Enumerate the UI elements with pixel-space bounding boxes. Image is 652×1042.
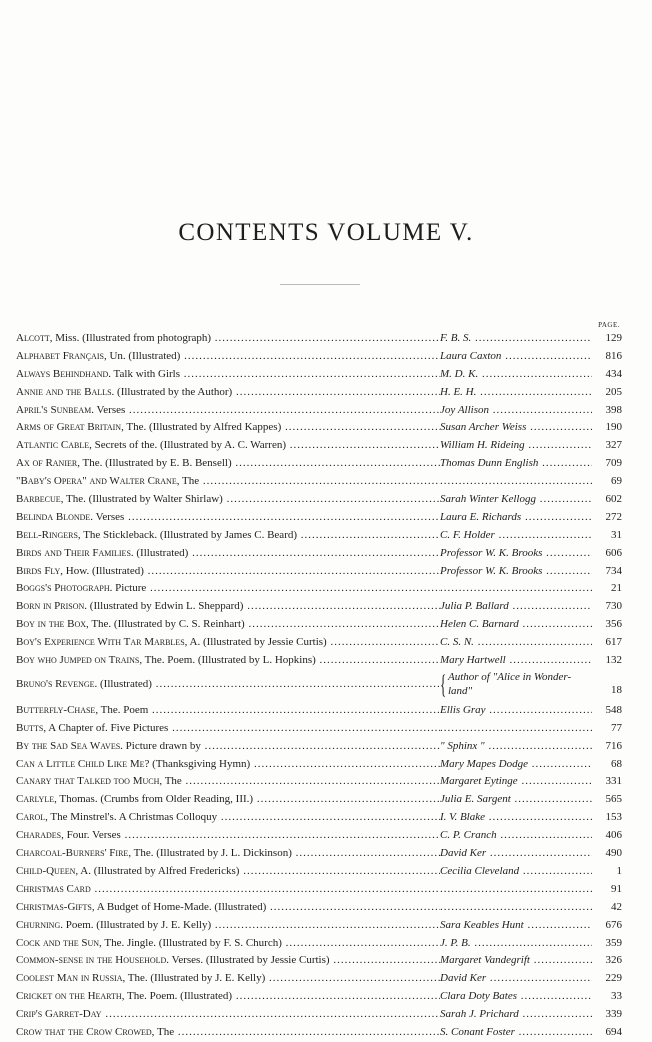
entry-description: , Miss. (Illustrated from photograph) [49,332,212,344]
toc-entry [16,402,622,420]
entry-description: (Illustrated by Edwin L. Sheppard) [87,600,244,613]
toc-entry [16,773,622,791]
entry-name: April's Sunbeam. [16,403,94,416]
entry-page: 31 [592,527,622,545]
entry-author: Susan Archer Weiss ..... [440,419,592,437]
entry-page: 617 [592,634,622,652]
entry-name: Bruno's Revenge. [16,677,98,690]
entry-name: Carlyle [16,793,55,806]
toc-entry [16,988,622,1006]
entry-name: Arms of Great Britain [16,421,122,434]
entry-description: , A. (Illustrated by Jessie Curtis) [184,636,327,649]
entry-title [16,527,440,545]
entry-title [16,491,440,509]
page-column-header: PAGE. [598,321,620,329]
entry-author: Author of "Alice in Wonder-land" [448,670,572,697]
entry-author: Cecilia Cleveland ..... [440,863,592,881]
toc-entry [16,545,622,563]
entry-author: M. D. K. ..... [440,366,592,384]
entry-author: Laura Caxton ..... [440,348,592,366]
toc-entry [16,845,622,863]
toc-entry [16,917,622,935]
entry-name: Annie and the Balls. [16,385,115,398]
toc-entry [16,634,622,652]
entry-name: Butterfly-Chase [16,703,96,716]
entry-name: Boy's Experience With Tar Marbles [16,636,185,649]
entry-title [16,756,440,774]
toc-entry [16,720,622,738]
entry-title [16,935,440,953]
entry-title [16,473,440,491]
entry-name: Birds and Their Families. [16,546,134,559]
entry-author: Mary Hartwell ..... [440,652,592,670]
entry-page: 730 [592,598,622,616]
toc-entry [16,473,622,491]
entry-name: Bell-Ringers [16,528,78,541]
entry-author: David Ker ..... [440,845,592,863]
entry-title [16,970,440,988]
entry-title [16,634,440,652]
entry-page: 18 [592,682,622,700]
entry-page: 359 [592,935,622,953]
toc-entry [16,616,622,634]
entry-description: , The Stickleback. (Illustrated by James C. Beard) [77,528,298,541]
entry-description: (Illustrated by the Author) [114,385,233,398]
entry-name: Child-Queen [16,864,76,877]
entry-page: 356 [592,616,622,634]
entry-name: Barbecue [16,493,61,506]
entry-description: , Secrets of the. (Illustrated by A. C. Warren) [89,439,286,452]
entry-page: 190 [592,419,622,437]
toc-entry [16,970,622,988]
entry-description: , The [151,1025,175,1038]
entry-description: , The. Jingle. (Illustrated by F. S. Church) [99,936,282,949]
entry-page: 77 [592,720,622,738]
toc-entry [16,563,622,581]
entry-author: Sara Keables Hunt ..... [440,917,592,935]
entry-page: 548 [592,702,622,720]
toc-entry [16,330,622,348]
entry-page: 1 [592,863,622,881]
entry-title [16,952,440,970]
entry-page: 716 [592,738,622,756]
entry-name: Charades [16,829,62,842]
toc-entry [16,899,622,917]
entry-description: , Thomas. (Crumbs from Older Reading, III.) [54,793,254,806]
toc-entry [16,827,622,845]
entry-name: Born in Prison. [16,600,88,613]
entry-page: 816 [592,348,622,366]
entry-author: Thomas Dunn English ..... [440,455,592,473]
entry-name: Christmas-Gifts [16,900,92,913]
entry-page: 676 [592,917,622,935]
entry-author: David Ker ..... [440,970,592,988]
toc-entry [16,702,622,720]
entry-name: Charcoal-Burners' Fire [16,847,129,860]
entry-description: Picture [112,582,147,595]
entry-author: Clara Doty Bates ..... [440,988,592,1006]
entry-author: Margaret Eytinge ..... [440,773,592,791]
entry-author: Professor W. K. Brooks ..... [440,545,592,563]
entry-title [16,773,440,791]
entry-description: Verses. (Illustrated by Jessie Curtis) [169,954,330,967]
entry-author: I. V. Blake ..... [440,809,592,827]
entry-title [16,1006,440,1024]
entry-page: 229 [592,970,622,988]
entry-name: Belinda Blonde. [16,510,94,523]
entry-description: , The. (Illustrated by C. S. Reinhart) [86,618,245,631]
entry-name: Crow that the Crow Crowed [16,1025,152,1038]
entry-title [16,988,440,1006]
entry-name: Cricket on the Hearth [16,990,122,1003]
entry-author: C. F. Holder ..... [440,527,592,545]
toc-entry [16,348,622,366]
entry-description: , A Chapter of. Five Pictures [43,721,169,734]
toc-entry [16,437,622,455]
toc-entry [16,491,622,509]
entry-page: 68 [592,756,622,774]
entry-description: , The. (Illustrated by E. B. Bensell) [77,457,232,470]
entry-author: Julia E. Sargent ..... [440,791,592,809]
entry-author: Helen C. Barnard ..... [440,616,592,634]
entry-title [16,330,440,348]
entry-name: By the Sad Sea Waves. [16,739,123,752]
toc-entry [16,527,622,545]
entry-name: Coolest Man in Russia [16,972,123,985]
entry-page: 602 [592,491,622,509]
entry-description: , The. (Illustrated by J. E. Kelly) [122,972,266,985]
entry-page: 694 [592,1024,622,1042]
brace-mark: { [440,669,447,699]
entry-name: Birds Fly [16,564,61,577]
entry-page: 91 [592,881,622,899]
entry-title [16,563,440,581]
toc-entry [16,419,622,437]
entry-title [16,702,440,720]
entry-author: Joy Allison ..... [440,402,592,420]
entry-description: , The. (Illustrated by Walter Shirlaw) [60,493,223,506]
entry-name: Cock and the Sun [16,936,100,949]
entry-name: Atlantic Cable [16,439,90,452]
entry-description: , The. Poem. (Illustrated) [121,990,233,1003]
entry-description: , A. (Illustrated by Alfred Fredericks) [75,864,240,877]
entry-author: Sarah Winter Kellogg ..... [440,491,592,509]
entry-description: (Illustrated) [133,546,189,559]
entry-page: 339 [592,1006,622,1024]
entry-title [16,881,440,899]
toc-entry [16,791,622,809]
entry-title [16,366,440,384]
entry-description: (Illustrated) [97,677,152,690]
entry-page: 129 [592,330,622,348]
contents-list [16,330,622,1042]
entry-title [16,437,440,455]
entry-name: Canary that Talked too Much [16,775,160,788]
entry-title [16,863,440,881]
entry-author: Julia P. Ballard ..... [440,598,592,616]
entry-description: , A Budget of Home-Made. (Illustrated) [91,900,267,913]
entry-author [440,881,592,899]
entry-name: Boggs's Photograph. [16,582,113,595]
entry-author: Margaret Vandegrift ..... [440,952,592,970]
entry-description: , The. Poem [95,703,149,716]
entry-name: "Baby's Opera" and Walter Crane [16,475,177,488]
entry-author [440,473,592,491]
entry-name: Can a Little Child Like Me? [16,757,150,770]
entry-page: 398 [592,402,622,420]
entry-description: Talk with Girls [111,367,180,380]
entry-title [16,598,440,616]
entry-author: F. B. S. ..... [440,330,592,348]
toc-entry [16,1006,622,1024]
entry-name: Christmas Card [16,882,91,895]
entry-name: Churning. [16,918,63,931]
entry-page: 272 [592,509,622,527]
entry-name: Boy in the Box [16,618,87,631]
toc-entry [16,738,622,756]
entry-page: 21 [592,580,622,598]
entry-name: Boy who Jumped on Trains [16,654,140,667]
entry-page: 565 [592,791,622,809]
entry-title [16,652,440,670]
entry-description: , Un. (Illustrated) [103,349,181,362]
entry-page: 406 [592,827,622,845]
toc-entry [16,809,622,827]
entry-title [16,827,440,845]
entry-page: 205 [592,384,622,402]
toc-entry [16,580,622,598]
toc-entry [16,935,622,953]
entry-page: 606 [592,545,622,563]
entry-description: , The. Poem. (Illustrated by L. Hopkins) [139,654,316,667]
entry-name: Crip's Garret-Day [16,1008,102,1021]
toc-entry [16,1024,622,1042]
entry-author [440,720,592,738]
entry-author: Laura E. Richards ..... [440,509,592,527]
entry-title [16,845,440,863]
entry-title [16,1024,440,1042]
toc-entry [16,598,622,616]
entry-name: Alcott [16,332,50,344]
entry-description: Verses [93,510,125,523]
entry-page: 331 [592,773,622,791]
entry-description: , The [176,475,200,488]
entry-author: Professor W. K. Brooks ..... [440,563,592,581]
entry-page: 326 [592,952,622,970]
entry-title [16,791,440,809]
entry-title [16,580,440,598]
entry-title [16,509,440,527]
entry-title [16,917,440,935]
entry-author [440,580,592,598]
toc-entry [16,952,622,970]
entry-description: (Thanksgiving Hymn) [149,757,251,770]
toc-entry [16,756,622,774]
entry-name: Ax of Ranier [16,457,78,470]
entry-author: Ellis Gray ..... [440,702,592,720]
entry-title [16,809,440,827]
entry-page: 734 [592,563,622,581]
entry-description: , The Minstrel's. A Christmas Colloquy [45,811,218,824]
entry-name: Always Behindhand. [16,367,111,380]
entry-description: Picture drawn by [122,739,201,752]
entry-page: 153 [592,809,622,827]
entry-name: Carol [16,811,46,824]
toc-entry [16,652,622,670]
entry-title [16,419,440,437]
entry-title [16,384,440,402]
entry-description: , The. (Illustrated by Alfred Kappes) [121,421,282,434]
entry-author: C. S. N. ..... [440,634,592,652]
toc-entry [16,863,622,881]
toc-entry [16,384,622,402]
entry-title [16,348,440,366]
toc-entry [16,509,622,527]
entry-author: J. P. B. ..... [440,935,592,953]
entry-author: Mary Mapes Dodge ..... [440,756,592,774]
entry-description: , The [159,775,182,788]
entry-page: 132 [592,652,622,670]
entry-title [16,738,440,756]
entry-page: 490 [592,845,622,863]
page-title: CONTENTS VOLUME V. [178,219,474,246]
entry-title [16,676,440,694]
entry-description: , Four. Verses [61,829,121,842]
entry-name: Alphabet Français [16,349,104,362]
entry-page: 434 [592,366,622,384]
entry-title [16,720,440,738]
entry-page: 33 [592,988,622,1006]
entry-name: Butts [16,721,44,734]
entry-author: William H. Rideing ..... [440,437,592,455]
title-divider [280,284,360,285]
entry-title [16,455,440,473]
entry-page: 709 [592,455,622,473]
toc-entry [16,455,622,473]
entry-title [16,402,440,420]
entry-title [16,616,440,634]
entry-author: S. Conant Foster ..... [440,1024,592,1042]
toc-entry [16,881,622,899]
entry-page: 69 [592,473,622,491]
entry-name: Common-sense in the Household. [16,954,170,967]
entry-author: Sarah J. Prichard ..... [440,1006,592,1024]
entry-page: 327 [592,437,622,455]
entry-description: , The. (Illustrated by J. L. Dickinson) [128,847,292,860]
entry-page: 42 [592,899,622,917]
entry-description: Verses [94,403,126,416]
entry-author: C. P. Cranch ..... [440,827,592,845]
entry-author: " Sphinx " ..... [440,738,592,756]
entry-title [16,899,440,917]
entry-description: Poem. (Illustrated by J. E. Kelly) [62,918,212,931]
entry-description: , How. (Illustrated) [60,564,144,577]
entry-title [16,545,440,563]
entry-author [440,899,592,917]
entry-author: H. E. H. ..... [440,384,592,402]
toc-entry [16,366,622,384]
toc-entry [16,670,622,702]
